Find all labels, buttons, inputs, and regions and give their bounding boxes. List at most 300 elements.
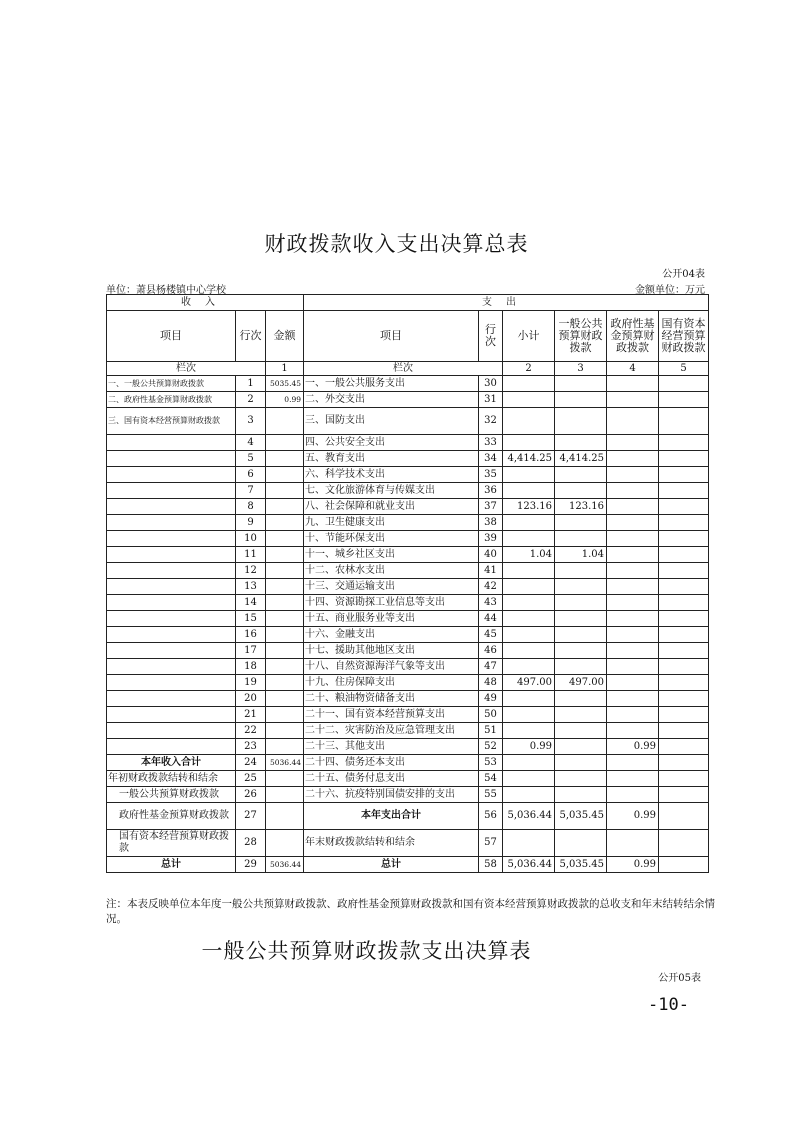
income-item [107, 723, 236, 739]
expense-section-header: 支出 [304, 295, 709, 311]
income-item [107, 515, 236, 531]
gov-fund-value [607, 531, 659, 547]
general-budget-value [555, 771, 607, 787]
expense-item: 十三、交通运输支出 [304, 579, 479, 595]
expense-row-no: 41 [479, 563, 503, 579]
gov-fund-value [607, 451, 659, 467]
state-capital-value [659, 803, 709, 830]
general-budget-value [555, 659, 607, 675]
income-row-no: 13 [236, 579, 266, 595]
income-item [107, 483, 236, 499]
income-amount [266, 787, 304, 803]
general-budget-value [555, 483, 607, 499]
income-amount [266, 451, 304, 467]
expense-item: 七、文化旅游体育与传媒支出 [304, 483, 479, 499]
expense-item: 九、卫生健康支出 [304, 515, 479, 531]
expense-item: 十六、金融支出 [304, 627, 479, 643]
expense-item: 一、一般公共服务支出 [304, 376, 479, 392]
gov-fund-value: 0.99 [607, 857, 659, 873]
expense-row-no: 50 [479, 707, 503, 723]
col-gov-fund: 政府性基金预算财政拨款 [607, 311, 659, 362]
expense-item: 十八、自然资源海洋气象等支出 [304, 659, 479, 675]
subtotal-value: 5,036.44 [503, 857, 555, 873]
expense-row-no: 35 [479, 467, 503, 483]
expense-item: 二十二、灾害防治及应急管理支出 [304, 723, 479, 739]
col-item: 项目 [107, 311, 236, 362]
income-row-no: 6 [236, 467, 266, 483]
table-row [107, 830, 709, 857]
general-budget-value [555, 392, 607, 408]
income-amount [266, 830, 304, 857]
expense-item: 八、社会保障和就业支出 [304, 499, 479, 515]
gov-fund-value [607, 595, 659, 611]
state-capital-value [659, 627, 709, 643]
fiscal-table [106, 294, 709, 873]
general-budget-value [555, 739, 607, 755]
subtotal-value: 5,036.44 [503, 803, 555, 830]
income-row-no: 25 [236, 771, 266, 787]
table-row [107, 803, 709, 830]
table-row [107, 547, 709, 563]
gov-fund-value [607, 771, 659, 787]
income-item [107, 595, 236, 611]
income-item [107, 707, 236, 723]
state-capital-value [659, 691, 709, 707]
subtotal-value: 4,414.25 [503, 451, 555, 467]
next-table-title: 一般公共预算财政拨款支出决算表 [201, 939, 532, 963]
table-row [107, 531, 709, 547]
gov-fund-value [607, 707, 659, 723]
income-row-no: 5 [236, 451, 266, 467]
subtotal-value [503, 611, 555, 627]
income-item [107, 531, 236, 547]
gov-fund-value [607, 659, 659, 675]
state-capital-value [659, 771, 709, 787]
income-row-no: 24 [236, 755, 266, 771]
general-budget-value [555, 787, 607, 803]
table-row [107, 739, 709, 755]
expense-row-no: 40 [479, 547, 503, 563]
state-capital-value [659, 467, 709, 483]
income-row-no: 16 [236, 627, 266, 643]
general-budget-value [555, 723, 607, 739]
income-amount: 5036.44 [266, 755, 304, 771]
table-row [107, 408, 709, 435]
table-row [107, 563, 709, 579]
table-row [107, 435, 709, 451]
expense-row-no: 43 [479, 595, 503, 611]
state-capital-value [659, 675, 709, 691]
expense-row-no: 45 [479, 627, 503, 643]
general-budget-value [555, 707, 607, 723]
subtotal-value [503, 376, 555, 392]
lanci-2: 2 [503, 362, 555, 376]
expense-row-no: 52 [479, 739, 503, 755]
table-row [107, 723, 709, 739]
expense-item: 总计 [304, 857, 479, 873]
expense-row-no: 30 [479, 376, 503, 392]
unit-label: 单位：萧县杨楼镇中心学校 [106, 285, 226, 296]
subtotal-value [503, 563, 555, 579]
income-item [107, 691, 236, 707]
gov-fund-value [607, 467, 659, 483]
income-item [107, 547, 236, 563]
income-row-no: 4 [236, 435, 266, 451]
gov-fund-value [607, 483, 659, 499]
income-row-no: 1 [236, 376, 266, 392]
income-amount [266, 675, 304, 691]
expense-row-no: 48 [479, 675, 503, 691]
expense-row-no: 37 [479, 499, 503, 515]
col-amount: 金额 [266, 311, 304, 362]
income-amount [266, 531, 304, 547]
gov-fund-value [607, 563, 659, 579]
gov-fund-value [607, 515, 659, 531]
income-amount: 5036.44 [266, 857, 304, 873]
table-row [107, 515, 709, 531]
col-item2: 项目 [304, 311, 479, 362]
general-budget-value: 497.00 [555, 675, 607, 691]
income-amount [266, 627, 304, 643]
gov-fund-value [607, 435, 659, 451]
table-row [107, 611, 709, 627]
income-row-no: 8 [236, 499, 266, 515]
income-row-no: 20 [236, 691, 266, 707]
general-budget-value [555, 643, 607, 659]
state-capital-value [659, 483, 709, 499]
income-amount [266, 595, 304, 611]
subtotal-value [503, 830, 555, 857]
gov-fund-value [607, 830, 659, 857]
income-amount [266, 579, 304, 595]
expense-row-no: 55 [479, 787, 503, 803]
subtotal-value: 0.99 [503, 739, 555, 755]
expense-row-no: 47 [479, 659, 503, 675]
state-capital-value [659, 830, 709, 857]
income-item: 一、一般公共预算财政拨款 [107, 376, 236, 392]
income-amount [266, 771, 304, 787]
income-item [107, 499, 236, 515]
income-row-no: 23 [236, 739, 266, 755]
income-item: 年初财政拨款结转和结余 [107, 771, 236, 787]
general-budget-value: 5,035.45 [555, 857, 607, 873]
gov-fund-value [607, 547, 659, 563]
general-budget-value [555, 627, 607, 643]
income-row-no: 29 [236, 857, 266, 873]
state-capital-value [659, 515, 709, 531]
col-subtotal: 小计 [503, 311, 555, 362]
table-row [107, 857, 709, 873]
expense-row-no: 58 [479, 857, 503, 873]
expense-row-no: 54 [479, 771, 503, 787]
lanci-label-2: 栏次 [304, 362, 503, 376]
income-amount [266, 483, 304, 499]
expense-row-no: 53 [479, 755, 503, 771]
expense-row-no: 34 [479, 451, 503, 467]
table-row [107, 595, 709, 611]
state-capital-value [659, 755, 709, 771]
expense-item: 三、国防支出 [304, 408, 479, 435]
general-budget-value: 5,035.45 [555, 803, 607, 830]
state-capital-value [659, 857, 709, 873]
expense-item: 年末财政拨款结转和结余 [304, 830, 479, 857]
expense-item: 四、公共安全支出 [304, 435, 479, 451]
income-item [107, 739, 236, 755]
expense-row-no: 33 [479, 435, 503, 451]
income-item [107, 563, 236, 579]
state-capital-value [659, 595, 709, 611]
income-row-no: 14 [236, 595, 266, 611]
expense-item: 十四、资源勘探工业信息等支出 [304, 595, 479, 611]
income-row-no: 2 [236, 392, 266, 408]
table-row [107, 787, 709, 803]
general-budget-value [555, 755, 607, 771]
table-row [107, 643, 709, 659]
income-row-no: 18 [236, 659, 266, 675]
table-row [107, 675, 709, 691]
lanci-4: 4 [607, 362, 659, 376]
table-row [107, 467, 709, 483]
income-item [107, 627, 236, 643]
income-item [107, 675, 236, 691]
subtotal-value [503, 515, 555, 531]
gov-fund-value [607, 376, 659, 392]
col-state-capital: 国有资本经营预算财政拨款 [659, 311, 709, 362]
col-row-no2: 行次 [479, 311, 503, 362]
general-budget-value: 123.16 [555, 499, 607, 515]
general-budget-value [555, 531, 607, 547]
income-amount [266, 547, 304, 563]
gov-fund-value [607, 723, 659, 739]
income-amount [266, 563, 304, 579]
expense-item: 十一、城乡社区支出 [304, 547, 479, 563]
subtotal-value: 1.04 [503, 547, 555, 563]
lanci-3: 3 [555, 362, 607, 376]
income-item: 国有资本经营预算财政拨款 [107, 830, 236, 857]
state-capital-value [659, 435, 709, 451]
income-amount [266, 659, 304, 675]
income-amount [266, 467, 304, 483]
income-row-no: 27 [236, 803, 266, 830]
income-row-no: 28 [236, 830, 266, 857]
income-row-no: 26 [236, 787, 266, 803]
income-row-no: 15 [236, 611, 266, 627]
subtotal-value [503, 467, 555, 483]
income-row-no: 21 [236, 707, 266, 723]
income-item: 二、政府性基金预算财政拨款 [107, 392, 236, 408]
expense-row-no: 51 [479, 723, 503, 739]
income-row-no: 17 [236, 643, 266, 659]
table-row [107, 392, 709, 408]
state-capital-value [659, 531, 709, 547]
subtotal-value: 123.16 [503, 499, 555, 515]
income-row-no: 10 [236, 531, 266, 547]
general-budget-value [555, 435, 607, 451]
next-form-code: 公开05表 [658, 973, 701, 984]
income-amount [266, 435, 304, 451]
table-note: 注：本表反映单位本年度一般公共预算财政拨款、政府性基金预算财政拨款和国有资本经营预算财政拨款的总收支和年末结转结余情况。 [106, 898, 715, 925]
general-budget-value: 4,414.25 [555, 451, 607, 467]
income-amount [266, 723, 304, 739]
income-amount [266, 803, 304, 830]
expense-row-no: 44 [479, 611, 503, 627]
gov-fund-value [607, 408, 659, 435]
expense-row-no: 32 [479, 408, 503, 435]
income-item [107, 467, 236, 483]
state-capital-value [659, 451, 709, 467]
state-capital-value [659, 611, 709, 627]
table-row [107, 771, 709, 787]
general-budget-value [555, 595, 607, 611]
subtotal-value [503, 595, 555, 611]
expense-item: 六、科学技术支出 [304, 467, 479, 483]
state-capital-value [659, 547, 709, 563]
income-amount [266, 499, 304, 515]
expense-item: 二十四、债务还本支出 [304, 755, 479, 771]
expense-item: 十九、住房保障支出 [304, 675, 479, 691]
gov-fund-value [607, 675, 659, 691]
expense-item: 二十五、债务付息支出 [304, 771, 479, 787]
income-item [107, 451, 236, 467]
income-item [107, 659, 236, 675]
table-row [107, 659, 709, 675]
general-budget-value: 1.04 [555, 547, 607, 563]
expense-item: 二十三、其他支出 [304, 739, 479, 755]
general-budget-value [555, 376, 607, 392]
page-title: 财政拨款收入支出决算总表 [264, 232, 529, 256]
gov-fund-value [607, 579, 659, 595]
expense-item: 二十一、国有资本经营预算支出 [304, 707, 479, 723]
income-item [107, 435, 236, 451]
subtotal-value [503, 691, 555, 707]
table-row [107, 451, 709, 467]
subtotal-value [503, 392, 555, 408]
expense-row-no: 46 [479, 643, 503, 659]
subtotal-value [503, 659, 555, 675]
subtotal-value [503, 579, 555, 595]
subtotal-value [503, 627, 555, 643]
income-item: 政府性基金预算财政拨款 [107, 803, 236, 830]
subtotal-value [503, 723, 555, 739]
state-capital-value [659, 579, 709, 595]
gov-fund-value [607, 611, 659, 627]
gov-fund-value [607, 643, 659, 659]
col-general-budget: 一般公共预算财政拨款 [555, 311, 607, 362]
general-budget-value [555, 579, 607, 595]
state-capital-value [659, 563, 709, 579]
state-capital-value [659, 787, 709, 803]
gov-fund-value [607, 627, 659, 643]
income-item: 本年收入合计 [107, 755, 236, 771]
table-row [107, 579, 709, 595]
general-budget-value [555, 611, 607, 627]
state-capital-value [659, 723, 709, 739]
state-capital-value [659, 499, 709, 515]
income-amount [266, 691, 304, 707]
state-capital-value [659, 659, 709, 675]
income-amount [266, 611, 304, 627]
income-item [107, 579, 236, 595]
expense-item: 十二、农林水支出 [304, 563, 479, 579]
table-row [107, 483, 709, 499]
gov-fund-value: 0.99 [607, 803, 659, 830]
table-row [107, 691, 709, 707]
subtotal-value [503, 755, 555, 771]
expense-item: 五、教育支出 [304, 451, 479, 467]
expense-row-no: 38 [479, 515, 503, 531]
state-capital-value [659, 739, 709, 755]
subtotal-value [503, 483, 555, 499]
lanci-5: 5 [659, 362, 709, 376]
expense-item: 二十、粮油物资储备支出 [304, 691, 479, 707]
income-amount: 0.99 [266, 392, 304, 408]
income-section-header: 收入 [107, 295, 304, 311]
table-row [107, 707, 709, 723]
income-item [107, 611, 236, 627]
income-row-no: 22 [236, 723, 266, 739]
expense-row-no: 42 [479, 579, 503, 595]
general-budget-value [555, 691, 607, 707]
subtotal-value [503, 787, 555, 803]
income-amount [266, 739, 304, 755]
table-row [107, 499, 709, 515]
expense-row-no: 36 [479, 483, 503, 499]
general-budget-value [555, 830, 607, 857]
money-unit: 金额单位：万元 [635, 285, 705, 296]
income-row-no: 7 [236, 483, 266, 499]
expense-item: 十五、商业服务业等支出 [304, 611, 479, 627]
income-amount [266, 515, 304, 531]
table-row [107, 627, 709, 643]
page-number: -10- [648, 995, 689, 1015]
gov-fund-value [607, 691, 659, 707]
subtotal-value [503, 707, 555, 723]
lanci-1: 1 [266, 362, 304, 376]
subtotal-value [503, 643, 555, 659]
lanci-label: 栏次 [107, 362, 266, 376]
gov-fund-value [607, 499, 659, 515]
income-amount [266, 643, 304, 659]
state-capital-value [659, 643, 709, 659]
general-budget-value [555, 563, 607, 579]
subtotal-value [503, 771, 555, 787]
state-capital-value [659, 707, 709, 723]
subtotal-value [503, 408, 555, 435]
income-amount [266, 707, 304, 723]
expense-item: 二十六、抗疫特别国债安排的支出 [304, 787, 479, 803]
expense-item: 本年支出合计 [304, 803, 479, 830]
income-row-no: 19 [236, 675, 266, 691]
income-row-no: 9 [236, 515, 266, 531]
expense-row-no: 56 [479, 803, 503, 830]
subtotal-value [503, 435, 555, 451]
expense-row-no: 39 [479, 531, 503, 547]
state-capital-value [659, 392, 709, 408]
expense-row-no: 57 [479, 830, 503, 857]
form-code: 公开04表 [662, 269, 705, 280]
income-item: 三、国有资本经营预算财政拨款 [107, 408, 236, 435]
expense-item: 二、外交支出 [304, 392, 479, 408]
subtotal-value [503, 531, 555, 547]
state-capital-value [659, 408, 709, 435]
expense-row-no: 49 [479, 691, 503, 707]
table-row [107, 376, 709, 392]
general-budget-value [555, 467, 607, 483]
income-item: 总计 [107, 857, 236, 873]
income-amount [266, 408, 304, 435]
table-row [107, 755, 709, 771]
gov-fund-value: 0.99 [607, 739, 659, 755]
